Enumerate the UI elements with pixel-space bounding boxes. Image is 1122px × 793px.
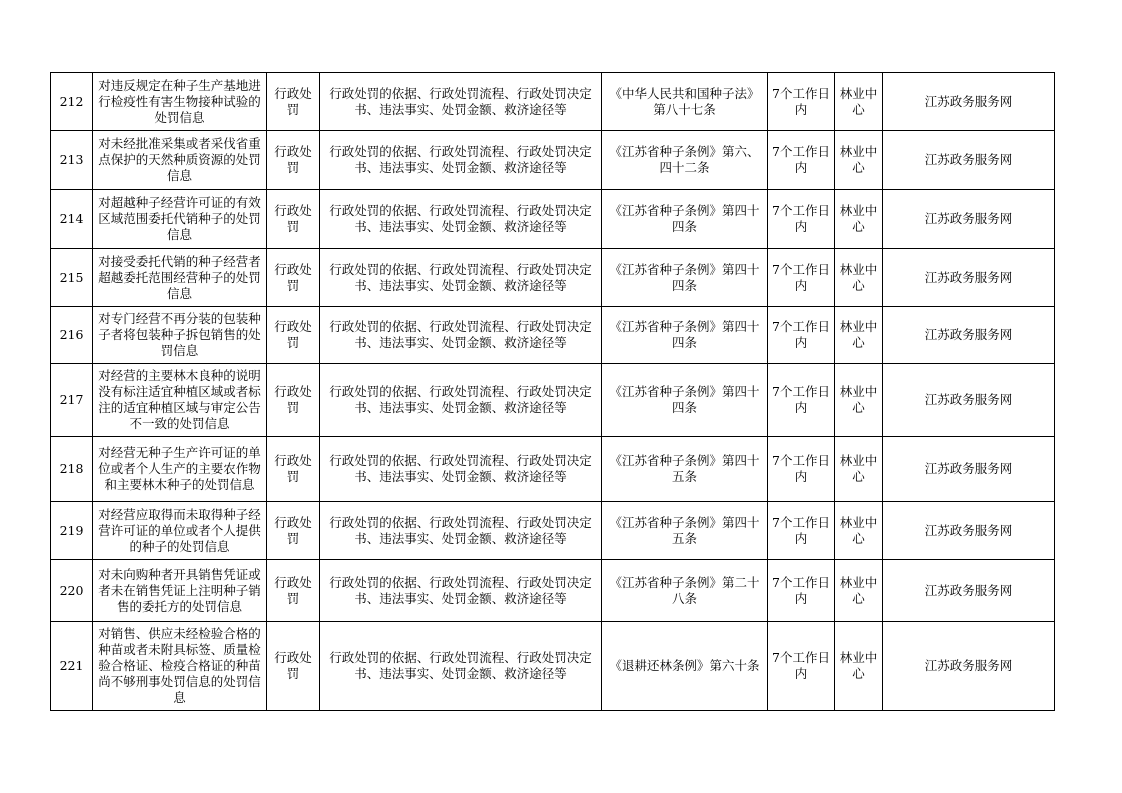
cell-period: 7个工作日内: [768, 560, 835, 622]
cell-name: 对违反规定在种子生产基地进行检疫性有害生物接种试验的处罚信息: [93, 73, 267, 131]
cell-channel: 江苏政务服务网: [883, 190, 1055, 249]
table-row: [51, 364, 1055, 437]
cell-basis: 《江苏省种子条例》第四十四条: [602, 307, 768, 364]
cell-period: 7个工作日内: [768, 73, 835, 131]
cell-name: 对专门经营不再分装的包装种子者将包装种子拆包销售的处罚信息: [93, 307, 267, 364]
disclosure-table: [50, 72, 1055, 711]
cell-name: 对接受委托代销的种子经营者超越委托范围经营种子的处罚信息: [93, 249, 267, 307]
cell-content: 行政处罚的依据、行政处罚流程、行政处罚决定书、违法事实、处罚金额、救济途径等: [320, 73, 602, 131]
cell-dept: 林业中心: [835, 131, 883, 190]
cell-name: 对经营无种子生产许可证的单位或者个人生产的主要农作物和主要林木种子的处罚信息: [93, 437, 267, 502]
cell-basis: 《江苏省种子条例》第四十五条: [602, 502, 768, 560]
cell-type: 行政处罚: [267, 622, 320, 711]
cell-dept: 林业中心: [835, 502, 883, 560]
cell-no: 220: [51, 560, 93, 622]
table-row: [51, 249, 1055, 307]
table-row: [51, 190, 1055, 249]
cell-channel: 江苏政务服务网: [883, 502, 1055, 560]
cell-content: 行政处罚的依据、行政处罚流程、行政处罚决定书、违法事实、处罚金额、救济途径等: [320, 131, 602, 190]
cell-type: 行政处罚: [267, 249, 320, 307]
table-row: [51, 437, 1055, 502]
cell-channel: 江苏政务服务网: [883, 364, 1055, 437]
cell-content: 行政处罚的依据、行政处罚流程、行政处罚决定书、违法事实、处罚金额、救济途径等: [320, 249, 602, 307]
table-row: [51, 131, 1055, 190]
cell-content: 行政处罚的依据、行政处罚流程、行政处罚决定书、违法事实、处罚金额、救济途径等: [320, 502, 602, 560]
cell-name: 对未经批准采集或者采伐省重点保护的天然种质资源的处罚信息: [93, 131, 267, 190]
cell-content: 行政处罚的依据、行政处罚流程、行政处罚决定书、违法事实、处罚金额、救济途径等: [320, 560, 602, 622]
cell-period: 7个工作日内: [768, 502, 835, 560]
cell-type: 行政处罚: [267, 364, 320, 437]
cell-content: 行政处罚的依据、行政处罚流程、行政处罚决定书、违法事实、处罚金额、救济途径等: [320, 307, 602, 364]
cell-type: 行政处罚: [267, 131, 320, 190]
cell-type: 行政处罚: [267, 560, 320, 622]
cell-name: 对超越种子经营许可证的有效区域范围委托代销种子的处罚信息: [93, 190, 267, 249]
cell-no: 213: [51, 131, 93, 190]
cell-channel: 江苏政务服务网: [883, 73, 1055, 131]
cell-type: 行政处罚: [267, 437, 320, 502]
cell-dept: 林业中心: [835, 364, 883, 437]
cell-basis: 《江苏省种子条例》第四十四条: [602, 364, 768, 437]
cell-no: 221: [51, 622, 93, 711]
cell-no: 216: [51, 307, 93, 364]
cell-basis: 《江苏省种子条例》第四十四条: [602, 249, 768, 307]
cell-type: 行政处罚: [267, 73, 320, 131]
cell-period: 7个工作日内: [768, 249, 835, 307]
cell-type: 行政处罚: [267, 307, 320, 364]
cell-name: 对未向购种者开具销售凭证或者未在销售凭证上注明种子销售的委托方的处罚信息: [93, 560, 267, 622]
cell-period: 7个工作日内: [768, 364, 835, 437]
cell-no: 214: [51, 190, 93, 249]
cell-content: 行政处罚的依据、行政处罚流程、行政处罚决定书、违法事实、处罚金额、救济途径等: [320, 190, 602, 249]
cell-period: 7个工作日内: [768, 131, 835, 190]
cell-period: 7个工作日内: [768, 437, 835, 502]
cell-channel: 江苏政务服务网: [883, 307, 1055, 364]
table-row: [51, 560, 1055, 622]
cell-content: 行政处罚的依据、行政处罚流程、行政处罚决定书、违法事实、处罚金额、救济途径等: [320, 364, 602, 437]
table-row: [51, 307, 1055, 364]
cell-basis: 《江苏省种子条例》第六、四十二条: [602, 131, 768, 190]
cell-type: 行政处罚: [267, 190, 320, 249]
table-row: [51, 73, 1055, 131]
cell-period: 7个工作日内: [768, 307, 835, 364]
cell-period: 7个工作日内: [768, 190, 835, 249]
table-row: [51, 502, 1055, 560]
cell-type: 行政处罚: [267, 502, 320, 560]
cell-dept: 林业中心: [835, 307, 883, 364]
cell-dept: 林业中心: [835, 622, 883, 711]
cell-basis: 《江苏省种子条例》第四十五条: [602, 437, 768, 502]
cell-dept: 林业中心: [835, 73, 883, 131]
cell-period: 7个工作日内: [768, 622, 835, 711]
cell-dept: 林业中心: [835, 190, 883, 249]
cell-dept: 林业中心: [835, 249, 883, 307]
cell-basis: 《退耕还林条例》第六十条: [602, 622, 768, 711]
cell-no: 219: [51, 502, 93, 560]
cell-no: 218: [51, 437, 93, 502]
cell-basis: 《江苏省种子条例》第二十八条: [602, 560, 768, 622]
table-body: [51, 73, 1055, 711]
cell-name: 对销售、供应未经检验合格的种苗或者未附具标签、质量检验合格证、检疫合格证的种苗尚不够刑事处罚信息的处罚信息: [93, 622, 267, 711]
cell-channel: 江苏政务服务网: [883, 131, 1055, 190]
cell-name: 对经营的主要林木良种的说明没有标注适宜种植区域或者标注的适宜种植区域与审定公告不一致的处罚信息: [93, 364, 267, 437]
cell-channel: 江苏政务服务网: [883, 437, 1055, 502]
cell-name: 对经营应取得而未取得种子经营许可证的单位或者个人提供的种子的处罚信息: [93, 502, 267, 560]
cell-no: 217: [51, 364, 93, 437]
cell-channel: 江苏政务服务网: [883, 249, 1055, 307]
cell-content: 行政处罚的依据、行政处罚流程、行政处罚决定书、违法事实、处罚金额、救济途径等: [320, 622, 602, 711]
cell-content: 行政处罚的依据、行政处罚流程、行政处罚决定书、违法事实、处罚金额、救济途径等: [320, 437, 602, 502]
cell-no: 212: [51, 73, 93, 131]
cell-basis: 《江苏省种子条例》第四十四条: [602, 190, 768, 249]
cell-dept: 林业中心: [835, 437, 883, 502]
cell-channel: 江苏政务服务网: [883, 560, 1055, 622]
table-row: [51, 622, 1055, 711]
cell-dept: 林业中心: [835, 560, 883, 622]
cell-basis: 《中华人民共和国种子法》第八十七条: [602, 73, 768, 131]
cell-no: 215: [51, 249, 93, 307]
cell-channel: 江苏政务服务网: [883, 622, 1055, 711]
